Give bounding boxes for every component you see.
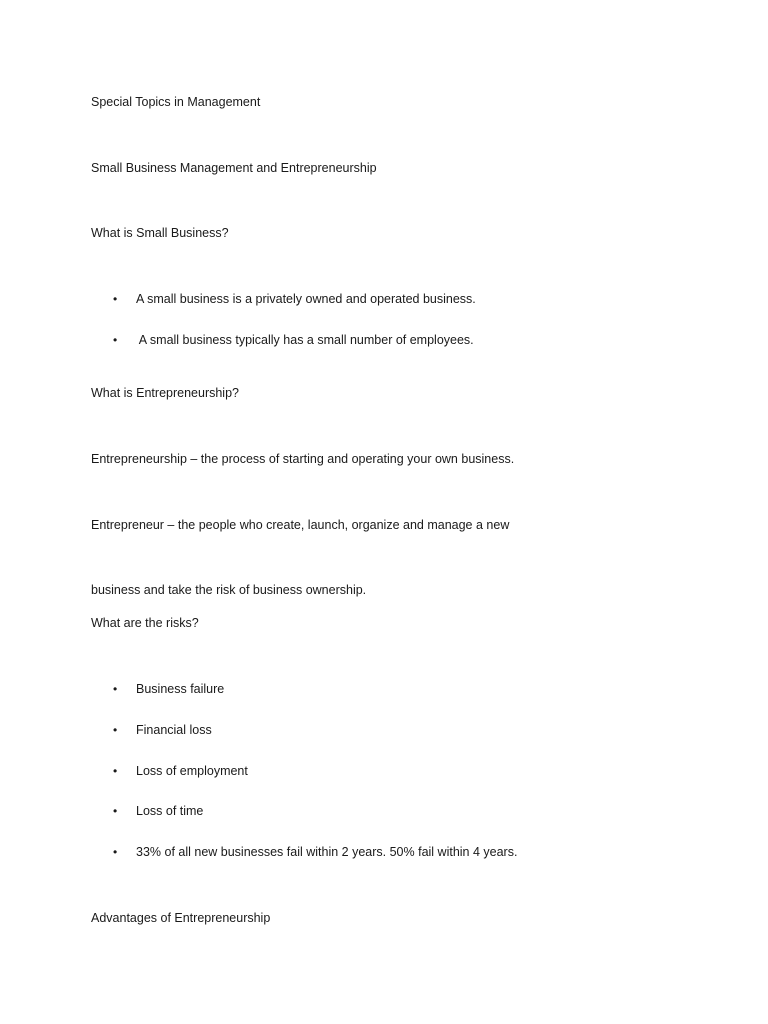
definition-entrepreneur-line-2: business and take the risk of business ownership. xyxy=(91,583,367,597)
list-item-text: Business failure xyxy=(136,682,225,696)
bullet-icon: • xyxy=(113,845,118,859)
bullet-icon: • xyxy=(113,764,118,778)
question-small-business: What is Small Business? xyxy=(91,226,229,240)
list-item-text: Loss of employment xyxy=(136,764,248,778)
question-risks: What are the risks? xyxy=(91,616,199,630)
list-item-text: A small business is a privately owned and operated business. xyxy=(136,292,476,306)
document-title: Special Topics in Management xyxy=(91,95,261,109)
list-item-text: Financial loss xyxy=(136,723,212,737)
list-item-text: Loss of time xyxy=(136,804,204,818)
list-item-text: 33% of all new businesses fail within 2 years. 50% fail within 4 years. xyxy=(136,845,518,859)
document-subtitle: Small Business Management and Entrepreneurship xyxy=(91,161,377,175)
bullet-icon: • xyxy=(113,804,118,818)
bullet-icon: • xyxy=(113,723,118,737)
bullet-icon: • xyxy=(113,333,118,347)
advantages-heading: Advantages of Entrepreneurship xyxy=(91,911,271,925)
bullet-icon: • xyxy=(113,292,118,306)
definition-entrepreneur-line-1: Entrepreneur – the people who create, launch, organize and manage a new xyxy=(91,518,510,532)
definition-entrepreneurship: Entrepreneurship – the process of starting and operating your own business. xyxy=(91,452,515,466)
question-entrepreneurship: What is Entrepreneurship? xyxy=(91,386,239,400)
bullet-icon: • xyxy=(113,682,118,696)
list-item-text: A small business typically has a small number of employees. xyxy=(136,333,474,347)
